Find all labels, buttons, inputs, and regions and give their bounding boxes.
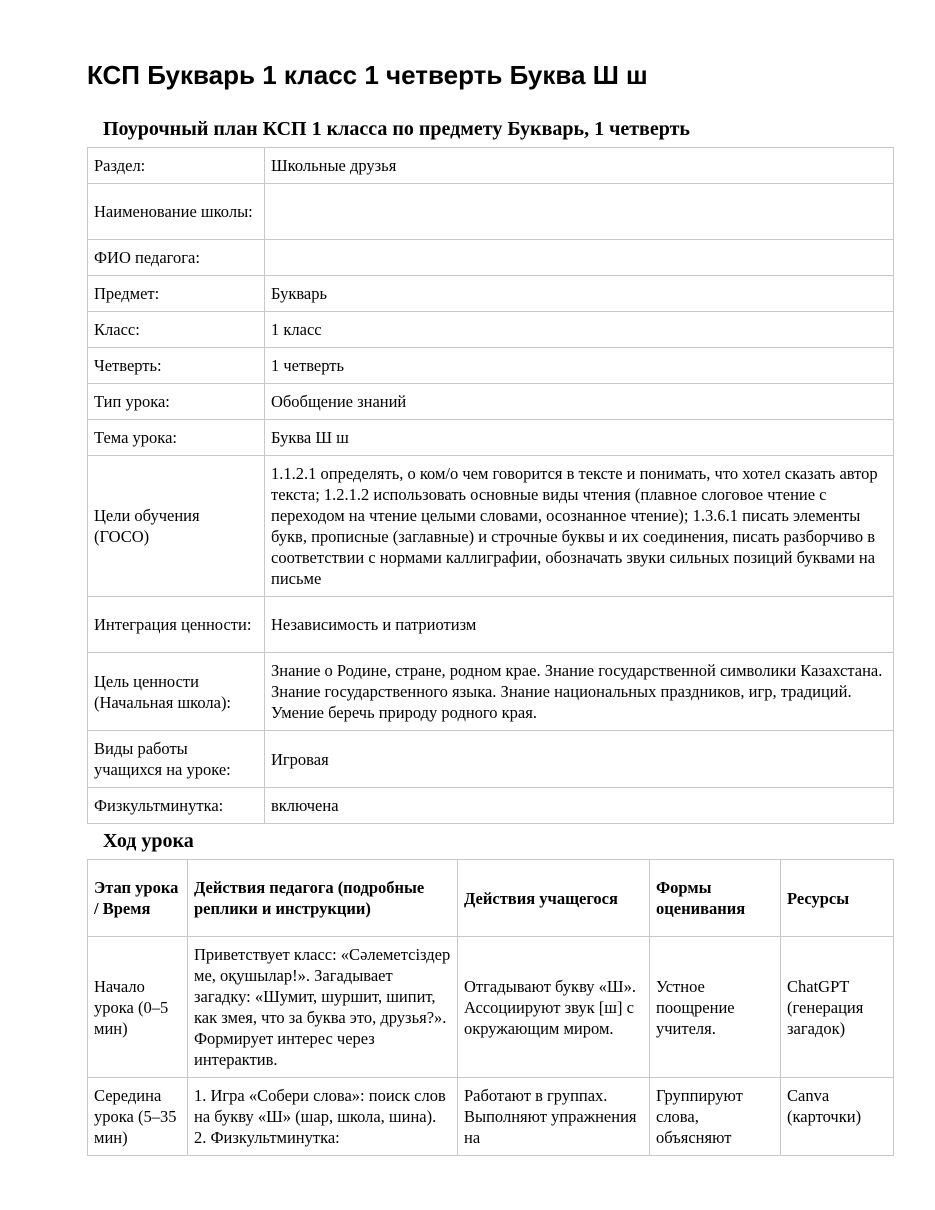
stage-cell (88, 1078, 188, 1156)
row-value: Знание о Родине, стране, родном крае. Знание государственной символики Казахстана. Знание государственного языка. Знание национальных праздников, игр, традиций. Умение беречь природу родного края. (265, 653, 894, 731)
row-label: Класс: (88, 312, 265, 348)
row-label: Цель ценности (Начальная школа): (88, 653, 265, 731)
row-label: ФИО педагога: (88, 240, 265, 276)
teacher-actions-text: 1. Игра «Собери слова»: поиск слов на букву «Ш» (шар, школа, шина). 2. Физкультминутка: (194, 1086, 446, 1147)
table-row (88, 937, 894, 1078)
row-value: Игровая (265, 731, 894, 788)
student-actions-cell (458, 1078, 650, 1156)
row-label: Цели обучения (ГОСО) (88, 456, 265, 597)
lesson-progress-title: Ход урока (103, 830, 194, 852)
row-label: Интеграция ценности: (88, 597, 265, 653)
row-value: 1.1.2.1 определять, о ком/о чем говорится в тексте и понимать, что хотел сказать автор текста; 1.2.1.2 использовать основные виды чтения (плавное слоговое чтение с переходом на чтение целыми словами, осознанное чтение); 1.3.6.1 писать элементы букв, прописные (заглавные) и строчные буквы и их соединения, писать разборчиво в соответствии с нормами каллиграфии, обозначать звуки сильных позиций буквами на письме (265, 456, 894, 597)
row-label: Виды работы учащихся на уроке: (88, 731, 265, 788)
row-value (265, 240, 894, 276)
teacher-actions-cell: Приветствует класс: «Сәлеметсіздер ме, оқушылар!». Загадывает загадку: «Шумит, шуршит, шипит, как змея, что за буква это, друзья?». Формирует интерес через интерактив. (188, 937, 458, 1078)
stage-cell: Начало урока (0–5 мин) (88, 937, 188, 1078)
row-label: Предмет: (88, 276, 265, 312)
row-value: Обобщение знаний (265, 384, 894, 420)
column-header: Действия учащегося (458, 860, 650, 937)
table-row (88, 788, 894, 824)
assessment-text: Группируют слова, объясняют (656, 1086, 743, 1147)
plan-title: Поурочный план КСП 1 класса по предмету Букварь, 1 четверть (103, 118, 690, 140)
row-value (265, 184, 894, 240)
lesson-progress-table (87, 859, 894, 1156)
row-value: Букварь (265, 276, 894, 312)
document-title: КСП Букварь 1 класс 1 четверть Буква Ш ш (87, 60, 648, 90)
column-header: Этап урока / Время (88, 860, 188, 937)
table-row (88, 731, 894, 788)
table-row (88, 653, 894, 731)
table-row (88, 1078, 894, 1156)
table-row (88, 420, 894, 456)
table-row (88, 597, 894, 653)
table-row (88, 312, 894, 348)
row-label: Четверть: (88, 348, 265, 384)
table-row (88, 240, 894, 276)
column-header: Формы оценивания (650, 860, 781, 937)
column-header: Действия педагога (подробные реплики и инструкции) (188, 860, 458, 937)
table-row (88, 348, 894, 384)
row-value: включена (265, 788, 894, 824)
resources-cell: ChatGPT (генерация загадок) (781, 937, 894, 1078)
student-actions-cell: Отгадывают букву «Ш». Ассоциируют звук [ш] с окружающим миром. (458, 937, 650, 1078)
row-label: Физкультминутка: (88, 788, 265, 824)
student-actions-text: Работают в группах. Выполняют упражнения на (464, 1086, 637, 1147)
row-value: Школьные друзья (265, 148, 894, 184)
table-row (88, 184, 894, 240)
table-row (88, 276, 894, 312)
lesson-info-table (87, 147, 894, 824)
table-header-row (88, 860, 894, 937)
column-header: Ресурсы (781, 860, 894, 937)
assessment-cell (650, 1078, 781, 1156)
table-row (88, 384, 894, 420)
resources-text: Canva (карточки) (787, 1086, 862, 1126)
row-label: Раздел: (88, 148, 265, 184)
resources-cell (781, 1078, 894, 1156)
row-label: Наименование школы: (88, 184, 265, 240)
table-row (88, 456, 894, 597)
assessment-cell: Устное поощрение учителя. (650, 937, 781, 1078)
row-label: Тема урока: (88, 420, 265, 456)
teacher-actions-cell (188, 1078, 458, 1156)
stage-text: Середина урока (5–35 мин) (94, 1086, 177, 1147)
row-value: Независимость и патриотизм (265, 597, 894, 653)
table-row (88, 148, 894, 184)
row-value: 1 четверть (265, 348, 894, 384)
row-label: Тип урока: (88, 384, 265, 420)
row-value: Буква Ш ш (265, 420, 894, 456)
row-value: 1 класс (265, 312, 894, 348)
